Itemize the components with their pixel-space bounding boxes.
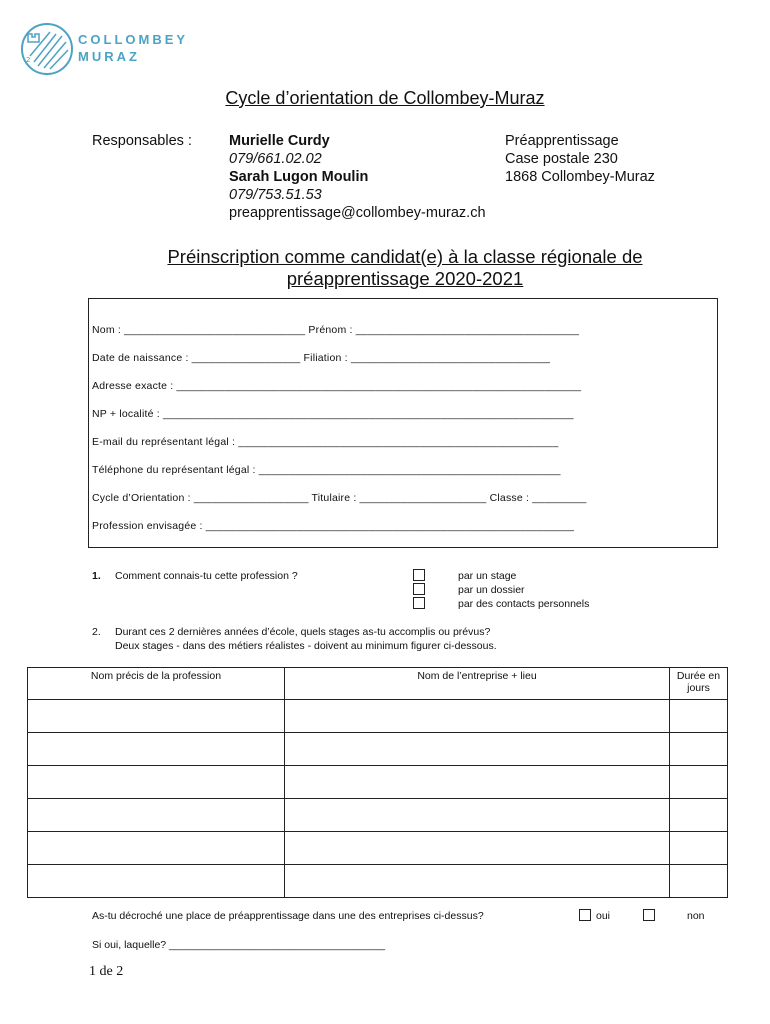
cell-duree[interactable] [670,766,728,799]
table-row [28,865,728,898]
cell-duree[interactable] [670,700,728,733]
cell-duree[interactable] [670,799,728,832]
table-row [28,832,728,865]
cell-entreprise[interactable] [285,700,670,733]
table-header-row [28,668,728,700]
castle-emblem-icon [20,22,74,76]
option-dossier: par un dossier [458,584,525,596]
responsables-label: Responsables : [92,133,192,149]
cell-profession[interactable] [28,865,285,898]
table-row [28,733,728,766]
label-oui: oui [596,910,611,922]
contact-name: Murielle Curdy [229,133,330,149]
question1-text: Comment connais-tu cette profession ? [115,570,298,582]
contacts-block [229,132,486,222]
form-row-email[interactable]: E-mail du représentant légal : _____________________________________________________ [92,436,559,448]
cell-duree[interactable] [670,832,728,865]
si-oui-field[interactable]: Si oui, laquelle? _____________________________________ [92,939,386,951]
contact-email: preapprentissage@collombey-muraz.ch [229,205,486,221]
header-duree: Durée en jours [670,668,728,700]
cell-entreprise[interactable] [285,766,670,799]
contact-name: Sarah Lugon Moulin [229,169,369,185]
document-title: Cycle d’orientation de Collombey-Muraz [225,88,545,108]
form-row-telephone[interactable]: Téléphone du représentant légal : __________________________________________________ [92,464,561,476]
cell-duree[interactable] [670,733,728,766]
question1-number: 1. [92,570,101,582]
cell-profession[interactable] [28,700,285,733]
form-row-localite[interactable]: NP + localité : ____________________________________________________________________ [92,408,574,420]
checkbox-contacts[interactable] [413,597,425,609]
cell-entreprise[interactable] [285,865,670,898]
contact-phone: 079/753.51.53 [229,187,322,203]
identity-form [88,298,718,548]
address-line: Case postale 230 [505,151,618,167]
header-profession: Nom précis de la profession [28,668,285,700]
table-row [28,799,728,832]
cell-entreprise[interactable] [285,832,670,865]
collombey-muraz-logo [20,22,190,78]
page-number: 1 de 2 [89,964,124,979]
checkbox-dossier[interactable] [413,583,425,595]
preinscription-title: Préinscription comme candidat(e) à la classe régionale de préapprentissage 2020-2021 [167,246,643,289]
placement-question: As-tu décroché une place de préapprentissage dans une des entreprises ci-dessus? [92,910,484,922]
label-non: non [687,910,705,922]
address-line: 1868 Collombey-Muraz [505,169,655,185]
address-line: Préapprentissage [505,133,619,149]
form-row-nom[interactable]: Nom : ______________________________ Prénom : _____________________________________ [92,324,580,336]
header-entreprise: Nom de l’entreprise + lieu [285,668,670,700]
cell-profession[interactable] [28,799,285,832]
form-row-profession[interactable]: Profession envisagée : _____________________________________________________________ [92,520,575,532]
question2-number: 2. [92,626,101,638]
logo-word-muraz: MURAZ [78,49,140,64]
table-row [28,766,728,799]
option-contacts: par des contacts personnels [458,598,590,610]
question2-line2: Deux stages - dans des métiers réalistes - doivent au minimum figurer ci-dessous. [115,640,497,652]
stages-table [27,667,728,898]
question2-line1: Durant ces 2 dernières années d’école, quels stages as-tu accomplis ou prévus? [115,626,491,638]
contact-phone: 079/661.02.02 [229,151,322,167]
checkbox-oui[interactable] [579,909,591,921]
svg-text:2: 2 [26,56,31,64]
form-row-naissance[interactable]: Date de naissance : __________________ Filiation : _________________________________ [92,352,551,364]
cell-profession[interactable] [28,766,285,799]
form-row-cycle[interactable]: Cycle d’Orientation : ___________________ Titulaire : _____________________ Classe : _________ [92,492,587,504]
cell-duree[interactable] [670,865,728,898]
cell-entreprise[interactable] [285,733,670,766]
option-stage: par un stage [458,570,517,582]
table-row [28,700,728,733]
address-block [505,132,655,186]
cell-profession[interactable] [28,733,285,766]
form-row-adresse[interactable]: Adresse exacte : ___________________________________________________________________ [92,380,582,392]
cell-entreprise[interactable] [285,799,670,832]
cell-profession[interactable] [28,832,285,865]
logo-word-collombey: COLLOMBEY [78,32,189,47]
checkbox-stage[interactable] [413,569,425,581]
checkbox-non[interactable] [643,909,655,921]
